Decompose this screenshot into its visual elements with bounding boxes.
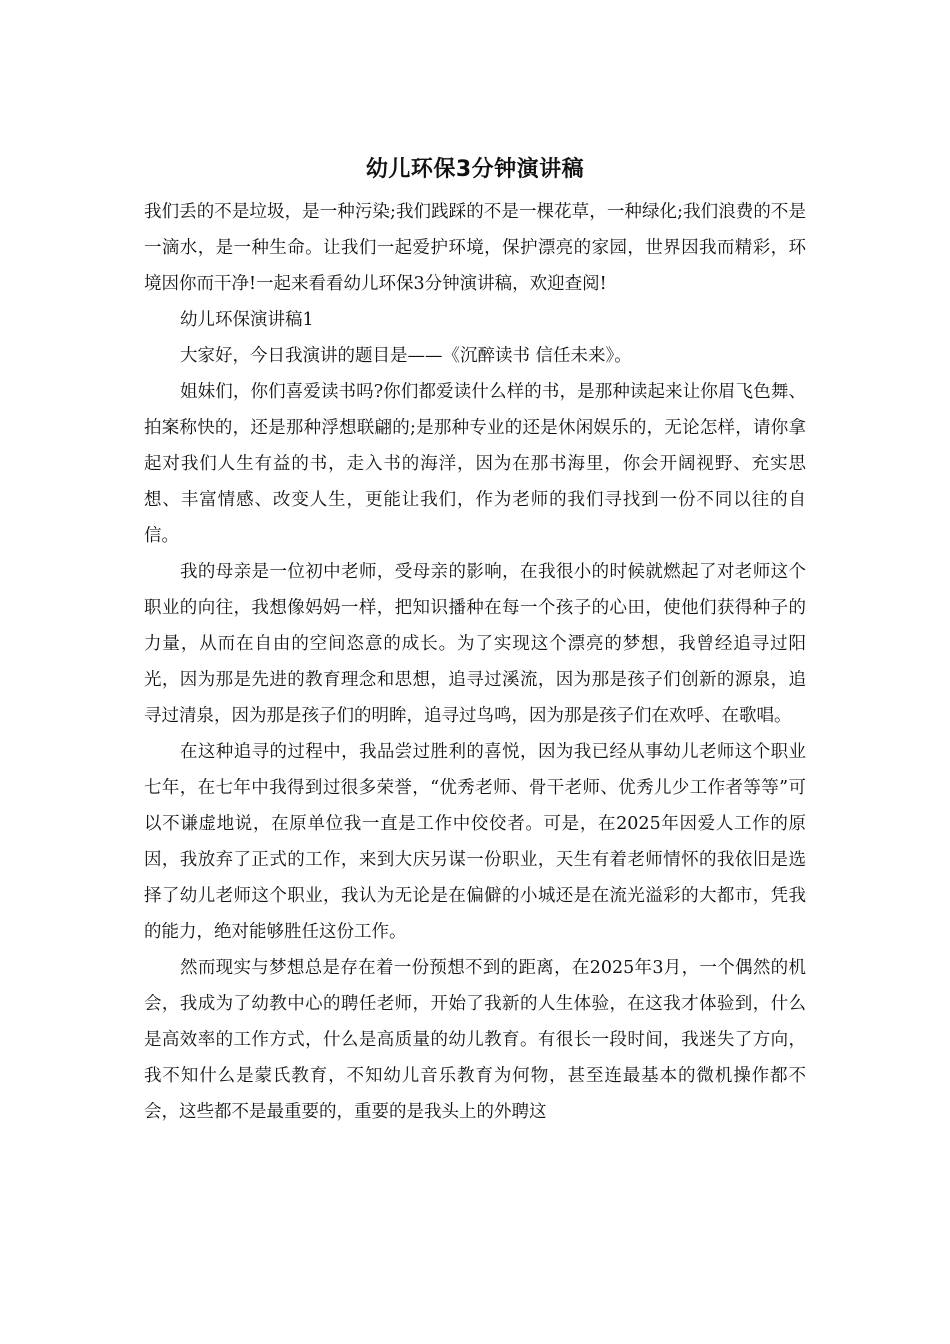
paragraph-intro: 我们丢的不是垃圾，是一种污染;我们践踩的不是一棵花草，一种绿化;我们浪费的不是一滴水，是一种生命。让我们一起爱护环境，保护漂亮的家园，世界因我而精彩，环境因你而干净!一起来看看幼儿环保3分钟演讲稿，欢迎查阅! bbox=[144, 202, 806, 294]
paragraph-reading: 姐妹们，你们喜爱读书吗?你们都爱读什么样的书，是那种读起来让你眉飞色舞、拍案称快的，还是那种浮想联翩的;是那种专业的还是休闲娱乐的，无论怎样，请你拿起对我们人生有益的书，走入书的海洋，因为在那书海里，你会开阔视野、充实思想、丰富情感、改变人生，更能让我们，作为老师的我们寻找到一份不同以往的自信。 bbox=[144, 382, 806, 546]
document-body bbox=[144, 194, 806, 1130]
paragraph-mother: 我的母亲是一位初中老师，受母亲的影响，在我很小的时候就燃起了对老师这个职业的向往，我想像妈妈一样，把知识播种在每一个孩子的心田，使他们获得种子的力量，从而在自由的空间恣意的成长。为了实现这个漂亮的梦想，我曾经追寻过阳光，因为那是先进的教育理念和思想，追寻过溪流，因为那是孩子们创新的源泉，追寻过清泉，因为那是孩子们的明眸，追寻过鸟鸣，因为那是孩子们在欢呼、在歌唱。 bbox=[144, 562, 806, 726]
document-title: 幼儿环保3分钟演讲稿 bbox=[365, 157, 585, 182]
paragraph-greeting: 大家好，今日我演讲的题目是——《沉醉读书 信任未来》。 bbox=[180, 346, 632, 366]
paragraph-pursuit: 在这种追寻的过程中，我品尝过胜利的喜悦，因为我已经从事幼儿老师这个职业七年，在七年中我得到过很多荣誉，“优秀老师、骨干老师、优秀儿少工作者等等”可以不谦虚地说，在原单位我一直是工作中佼佼者。可是，在2025年因爱人工作的原因，我放弃了正式的工作，来到大庆另谋一份职业，天生有着老师情怀的我依旧是选择了幼儿老师这个职业，我认为无论是在偏僻的小城还是在流光溢彩的大都市，凭我的能力，绝对能够胜任这份工作。 bbox=[144, 742, 806, 942]
paragraph-section-heading: 幼儿环保演讲稿1 bbox=[180, 310, 314, 330]
paragraph-reality: 然而现实与梦想总是存在着一份预想不到的距离，在2025年3月，一个偶然的机会，我成为了幼教中心的聘任老师，开始了我新的人生体验，在这我才体验到，什么是高效率的工作方式，什么是高质量的幼儿教育。有很长一段时间，我迷失了方向，我不知什么是蒙氏教育，不知幼儿音乐教育为何物，甚至连最基本的微机操作都不会，这些都不是最重要的，重要的是我头上的外聘这 bbox=[144, 958, 806, 1122]
